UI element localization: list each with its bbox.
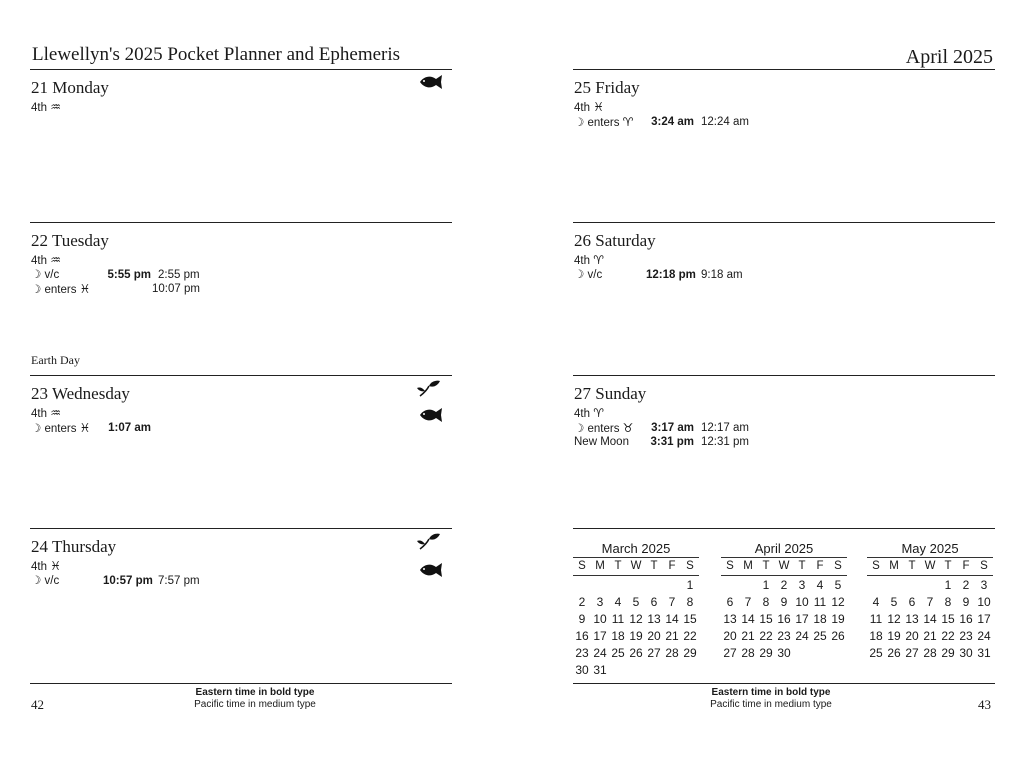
calendar-day: 5: [890, 595, 898, 609]
day-tuesday: 22 Tuesday 4th ♒ ☽ v/c 5:55 pm 2:55 pm ☽ enters ♓ 10:07 pm Earth Day: [30, 222, 452, 376]
calendar-day: 18: [611, 629, 625, 643]
pisces-glyph: ♓: [79, 282, 91, 296]
calendar-day: 4: [816, 578, 824, 592]
calendar-day: 1: [944, 578, 952, 592]
pisces-glyph: ♓: [50, 559, 61, 573]
calendar-day: 26: [831, 629, 845, 643]
running-title: Llewellyn's 2025 Pocket Planner and Ephemeris: [32, 44, 401, 65]
calendar-day: 17: [977, 612, 991, 626]
calendar-day: 6: [726, 595, 734, 609]
calendar-day: 24: [593, 646, 607, 660]
calendar-day: 19: [887, 629, 901, 643]
calendar-day: [739, 577, 757, 594]
calendar-day: 11: [611, 612, 625, 626]
month-title: April 2025: [905, 46, 993, 68]
calendar-day: [867, 577, 885, 594]
calendar-day: 30: [575, 663, 589, 677]
calendar-day: 10: [977, 595, 991, 609]
calendar-day: 24: [977, 629, 991, 643]
calendar-day: 26: [629, 646, 643, 660]
aries-glyph: ♈: [622, 114, 634, 129]
fish-icon: [418, 73, 444, 91]
calendar-day: 1: [762, 578, 770, 592]
calendar-day: 11: [813, 595, 827, 609]
calendar-day: 31: [593, 663, 607, 677]
calendar-day: 23: [959, 629, 973, 643]
aquarius-glyph: ♒: [50, 100, 61, 114]
calendar-day: 29: [759, 646, 773, 660]
calendar-day: 16: [777, 612, 791, 626]
day-wednesday: 23 Wednesday 4th ♒ ☽ enters ♓ 1:07 am: [30, 375, 452, 529]
calendar-day: [573, 577, 591, 594]
calendar-day: [591, 577, 609, 594]
calendar-day: 23: [575, 646, 589, 660]
calendar-day: 29: [683, 646, 697, 660]
calendar-day: 9: [962, 595, 970, 609]
calendar-day: 23: [777, 629, 791, 643]
calendar-day: 5: [834, 578, 842, 592]
calendar-days: [721, 577, 847, 662]
calendar-day: 21: [741, 629, 755, 643]
pisces-glyph: ♓: [79, 420, 91, 435]
calendar-day: 29: [941, 646, 955, 660]
calendar-day: 19: [831, 612, 845, 626]
calendar-day: 9: [578, 612, 586, 626]
calendar-day: 28: [741, 646, 755, 660]
calendar-day: 3: [980, 578, 988, 592]
calendar-day: 20: [723, 629, 737, 643]
calendar-day: 26: [887, 646, 901, 660]
calendar-day: 25: [813, 629, 827, 643]
calendar-day: 10: [593, 612, 607, 626]
calendar-day: [627, 577, 645, 594]
calendar-day: 13: [647, 612, 661, 626]
calendar-day: 12: [887, 612, 901, 626]
calendar-day: 18: [813, 612, 827, 626]
calendar-day: 24: [795, 629, 809, 643]
plant-icon: [416, 532, 442, 550]
calendar-day: 21: [665, 629, 679, 643]
day-saturday: 26 Saturday 4th ♈ ☽ v/c 12:18 pm 9:18 am: [573, 222, 995, 376]
calendar-day: 13: [723, 612, 737, 626]
calendar-day: 13: [905, 612, 919, 626]
calendar-title: May 2025: [901, 541, 959, 556]
calendar-day: 2: [780, 578, 788, 592]
taurus-glyph: ♉: [622, 420, 634, 435]
calendar-day: 8: [686, 595, 694, 609]
time-footnote: Eastern time in bold type Pacific time in medium type: [710, 687, 832, 710]
day-title: 22 Tuesday: [31, 231, 109, 250]
calendar-day: 27: [647, 646, 661, 660]
calendar-day: 27: [905, 646, 919, 660]
calendar-days: [573, 577, 699, 679]
plant-icon: [416, 379, 442, 397]
calendar-day: 5: [632, 595, 640, 609]
calendar-day: 4: [614, 595, 622, 609]
mini-calendar-may: [867, 541, 993, 662]
day-title: 25 Friday: [574, 78, 640, 97]
time-footnote: Eastern time in bold type Pacific time in medium type: [194, 687, 316, 710]
calendar-title: April 2025: [754, 541, 814, 556]
calendar-day: 8: [762, 595, 770, 609]
calendar-rule: [573, 528, 995, 529]
calendar-weekdays: S M T W T F S: [867, 557, 993, 576]
calendar-day: 20: [905, 629, 919, 643]
calendar-day: 18: [869, 629, 883, 643]
calendar-day: 22: [941, 629, 955, 643]
calendar-day: 30: [777, 646, 791, 660]
calendar-day: 15: [759, 612, 773, 626]
calendar-day: 12: [831, 595, 845, 609]
mini-calendar-april: [721, 541, 847, 662]
calendar-day: 22: [759, 629, 773, 643]
calendar-day: 15: [683, 612, 697, 626]
calendar-day: 3: [596, 595, 604, 609]
calendar-day: [885, 577, 903, 594]
calendar-day: 25: [869, 646, 883, 660]
calendar-day: 6: [650, 595, 658, 609]
day-friday: 25 Friday 4th ♓ ☽ enters ♈ 3:24 am 12:24 am: [573, 69, 995, 223]
calendar-day: 7: [926, 595, 934, 609]
calendar-day: 17: [795, 612, 809, 626]
calendar-day: [903, 577, 921, 594]
day-title: 24 Thursday: [31, 537, 117, 556]
calendar-day: 22: [683, 629, 697, 643]
calendar-day: 9: [780, 595, 788, 609]
aries-glyph: ♈: [593, 406, 604, 420]
calendar-day: 28: [665, 646, 679, 660]
calendar-weekdays: S M T W T F S: [573, 557, 699, 576]
day-title: 23 Wednesday: [31, 384, 130, 403]
calendar-day: 16: [575, 629, 589, 643]
calendar-day: 20: [647, 629, 661, 643]
calendar-day: 27: [723, 646, 737, 660]
calendar-day: 2: [578, 595, 586, 609]
pisces-glyph: ♓: [593, 100, 604, 114]
footer-rule: [30, 683, 452, 684]
day-sunday: 27 Sunday 4th ♈ ☽ enters ♉ 3:17 am 12:17 am New Moon 3:31 pm 12:31 pm: [573, 375, 995, 529]
fish-icon: [418, 561, 444, 579]
page-number: 42: [31, 697, 44, 712]
aquarius-glyph: ♒: [50, 406, 61, 420]
calendar-day: 11: [869, 612, 883, 626]
calendar-weekdays: S M T W T F S: [721, 557, 847, 576]
calendar-day: 7: [744, 595, 752, 609]
calendar-day: [663, 577, 681, 594]
calendar-day: 28: [923, 646, 937, 660]
footer-rule: [573, 683, 995, 684]
day-title: 27 Sunday: [574, 384, 647, 403]
calendar-day: 8: [944, 595, 952, 609]
mini-calendar-march: [573, 541, 699, 679]
calendar-day: 19: [629, 629, 643, 643]
calendar-day: 6: [908, 595, 916, 609]
calendar-day: 1: [686, 578, 694, 592]
aries-glyph: ♈: [593, 253, 604, 267]
calendar-day: 2: [962, 578, 970, 592]
aquarius-glyph: ♒: [50, 253, 61, 267]
calendar-day: 3: [798, 578, 806, 592]
calendar-day: 16: [959, 612, 973, 626]
calendar-day: [645, 577, 663, 594]
calendar-day: 15: [941, 612, 955, 626]
calendar-day: 14: [665, 612, 679, 626]
calendar-day: 30: [959, 646, 973, 660]
calendar-title: March 2025: [601, 541, 671, 556]
holiday-label: Earth Day: [31, 353, 80, 367]
calendar-day: [921, 577, 939, 594]
fish-icon: [418, 406, 444, 424]
calendar-days: [867, 577, 993, 662]
day-title: 26 Saturday: [574, 231, 656, 250]
calendar-day: 14: [741, 612, 755, 626]
calendar-day: 14: [923, 612, 937, 626]
calendar-day: 21: [923, 629, 937, 643]
calendar-day: 4: [872, 595, 880, 609]
day-thursday: 24 Thursday 4th ♓ ☽ v/c 10:57 pm 7:57 pm: [30, 528, 452, 683]
day-monday: 21 Monday 4th ♒: [30, 69, 452, 223]
calendar-day: 10: [795, 595, 809, 609]
calendar-day: 17: [593, 629, 607, 643]
day-title: 21 Monday: [31, 78, 109, 97]
calendar-day: [721, 577, 739, 594]
calendar-day: 12: [629, 612, 643, 626]
calendar-day: 25: [611, 646, 625, 660]
calendar-day: [609, 577, 627, 594]
calendar-day: 7: [668, 595, 676, 609]
calendar-day: 31: [977, 646, 991, 660]
page-number: 43: [978, 697, 991, 712]
